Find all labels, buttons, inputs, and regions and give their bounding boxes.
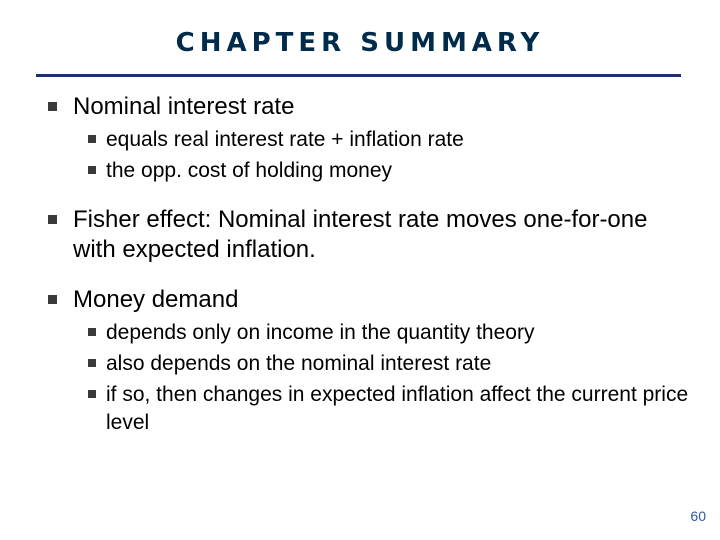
sub-bullet-item — [76, 157, 694, 185]
sub-bullet-text: also depends on the nominal interest rate — [106, 352, 492, 375]
sub-bullet-text: if so, then changes in expected inflation affect the current price level — [106, 383, 689, 434]
sub-bullet-text: the opp. cost of holding money — [106, 159, 393, 182]
slide-title: CHAPTER SUMMARY — [175, 28, 545, 58]
bullet-fisher-effect — [44, 205, 694, 265]
bullet-text: Nominal interest rate — [73, 93, 295, 120]
square-bullet-icon — [88, 166, 96, 174]
square-bullet-icon — [88, 135, 96, 143]
square-bullet-icon — [48, 102, 57, 111]
square-bullet-icon — [88, 328, 96, 336]
square-bullet-icon — [88, 390, 96, 398]
sub-bullet-item — [76, 126, 694, 154]
sub-bullet-text: equals real interest rate + inflation rate — [106, 128, 464, 151]
slide-content — [44, 88, 694, 440]
sub-bullet-item — [76, 381, 694, 437]
sub-bullet-item — [76, 350, 694, 378]
bullet-text: Fisher effect: Nominal interest rate moves one-for-one with expected inflation. — [73, 206, 648, 263]
bullet-nominal-interest-rate — [44, 92, 694, 185]
page-number: 60 — [690, 508, 706, 524]
square-bullet-icon — [48, 215, 57, 224]
bullet-money-demand — [44, 285, 694, 437]
bullet-text: Money demand — [73, 286, 239, 313]
sub-bullet-list — [73, 126, 694, 185]
sub-bullet-item — [76, 319, 694, 347]
sub-bullet-list — [73, 319, 694, 437]
square-bullet-icon — [88, 359, 96, 367]
title-divider — [36, 74, 681, 77]
square-bullet-icon — [48, 295, 57, 304]
sub-bullet-text: depends only on income in the quantity theory — [106, 321, 535, 344]
